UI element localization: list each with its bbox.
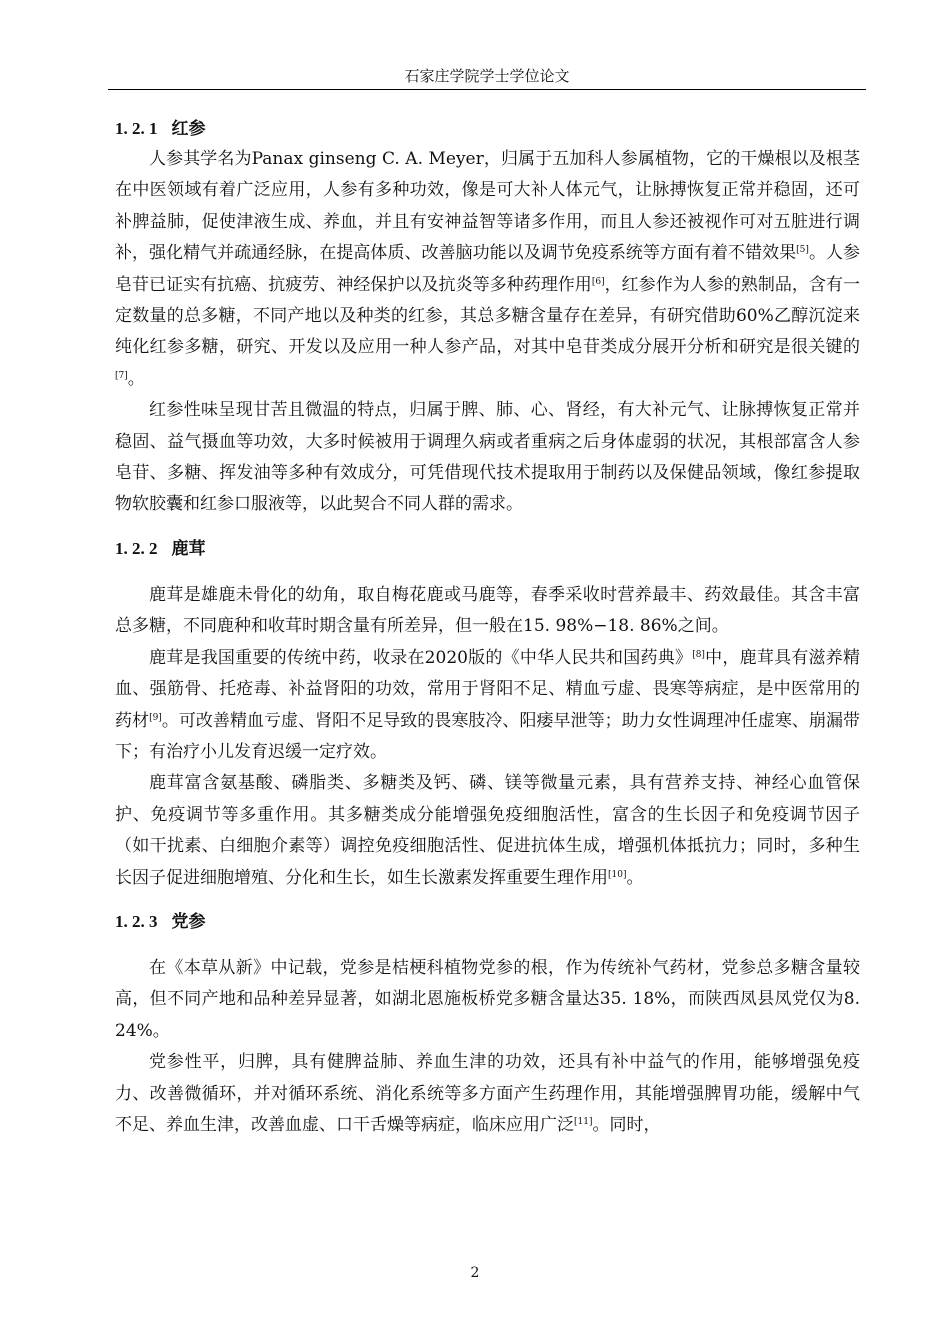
citation: [8] [692, 649, 705, 660]
citation: [5] [796, 245, 809, 256]
text-run: 。 [626, 867, 644, 888]
section-heading [115, 534, 860, 564]
text-run: 在《本草从新》中记载，党参是桔梗科植物党参的根，作为传统补气药材，党参总多糖含量较高，但不同产地和品种差异显著，如湖北恩施板桥党多糖含量达35. 18%，而陕西凤县凤党仅为8. 24%。 [115, 957, 860, 1041]
text-run: ，红参作为人参的熟制品，含有一定数量的总多糖，不同产地以及种类的红参，其总多糖含量存在差异，有研究借助60%乙醇沉淀来纯化红参多糖，研究、开发以及应用一种人参产品，对其中皂苷类成分展开分析和研究是很关键的 [115, 274, 861, 358]
citation: [6] [591, 276, 605, 287]
paragraph [115, 1047, 860, 1141]
section-title: 党参 [171, 911, 206, 932]
section-number: 1. 2. 3 [115, 911, 158, 931]
paragraph [115, 580, 860, 643]
citation: [9] [149, 712, 162, 723]
section-number: 1. 2. 1 [115, 119, 158, 138]
running-header: 石家庄学院学士学位论文 [404, 67, 570, 85]
text-run: 。人参皂苷已证实有抗癌、抗疲劳、神经保护以及抗炎等多种药理作用 [115, 243, 861, 295]
text-run: 党参性平，归脾，具有健脾益肺、养血生津的功效，还具有补中益气的作用，能够增强免疫力、改善微循环，并对循环系统、消化系统等多方面产生药理作用，其能增强脾胃功能，缓解中气不足、养血生津，改善血虚、口干舌燥等病症，临床应用广泛 [115, 1052, 860, 1135]
section-title: 红参 [171, 119, 206, 139]
text-run: 鹿茸富含氨基酸、磷脂类、多糖类及钙、磷、镁等微量元素，具有营养支持、神经心血管保护、免疫调节等多重作用。其多糖类成分能增强免疫细胞活性，富含的生长因子和免疫调节因子（如干扰素、白细胞介素等）调控免疫细胞活性、促进抗体生成，增强机体抵抗力；同时，多种生长因子促进细胞增殖、分化和生长，如生长激素发挥重要生理作用 [115, 773, 860, 888]
paragraph [115, 395, 860, 521]
text-run: 鹿茸是雄鹿未骨化的幼角，取自梅花鹿或马鹿等，春季采收时营养最丰、药效最佳。其含丰富总多糖，不同鹿种和收茸时期含量有所差异，但一般在15. 98%−18. 86%之间。 [115, 584, 860, 637]
citation: [10] [608, 869, 627, 880]
paragraph [115, 643, 860, 769]
paragraph [115, 144, 860, 395]
section-number: 1. 2. 2 [115, 538, 158, 558]
text-run: 。同时， [592, 1114, 661, 1135]
text-run: 鹿茸是我国重要的传统中药，收录在2020版的《中华人民共和国药典》 [149, 647, 693, 668]
citation: [11] [574, 1116, 593, 1127]
text-run: 。可改善精血亏虚、肾阳不足导致的畏寒肢冷、阳痿早泄等；助力女性调理冲任虚寒、崩漏带下；有治疗小儿发育迟缓一定疗效。 [115, 710, 861, 762]
citation: [7] [115, 370, 128, 381]
text-run: 中，鹿茸具有滋养精血、强筋骨、托疮毒、补益肾阳的功效，常用于肾阳不足、精血亏虚、畏寒等病症，是中医常用的药材 [115, 647, 861, 731]
section-title: 鹿茸 [171, 538, 206, 559]
paragraph [115, 953, 860, 1047]
text-run: 人参其学名为Panax ginseng C. A. Meyer，归属于五加科人参属植物，它的干燥根以及根茎在中医领域有着广泛应用，人参有多种功效，像是可大补人体元气，让脉搏恢复正常并稳固，还可补脾益肺，促使津液生成、养血，并且有安神益智等诸多作用，而且人参还被视作可对五脏进行调补，强化精气并疏通经脉，在提高体质、改善脑功能以及调节免疫系统等方面有着不错效果 [115, 149, 860, 264]
section-heading [115, 907, 860, 937]
text-run: 。 [127, 368, 145, 389]
section-heading [115, 114, 860, 144]
header-rule [108, 89, 866, 90]
document-body [115, 114, 860, 1141]
text-run: 红参性味呈现甘苦且微温的特点，归属于脾、肺、心、肾经，有大补元气、让脉搏恢复正常并稳固、益气摄血等功效，大多时候被用于调理久病或者重病之后身体虚弱的状况，其根部富含人参皂苷、多糖、挥发油等多种有效成分，可凭借现代技术提取用于制药以及保健品领域，像红参提取物软胶囊和红参口服液等，以此契合不同人群的需求。 [115, 400, 860, 515]
page-number: 2 [470, 1265, 480, 1281]
paragraph [115, 768, 860, 894]
